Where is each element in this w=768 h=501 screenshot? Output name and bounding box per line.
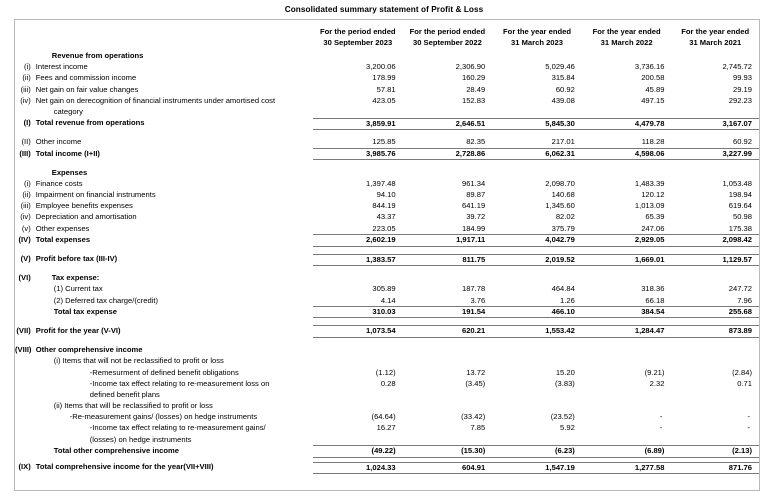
column-header-line2: 30 September 2022 xyxy=(413,38,482,47)
spacer-row xyxy=(15,246,759,254)
row-label: Revenue from operations xyxy=(51,51,144,60)
row-label: Finance costs xyxy=(35,178,83,188)
cell-value: 2.32 xyxy=(649,378,665,388)
cell-value xyxy=(671,390,759,401)
row-label: Total tax expense xyxy=(53,306,117,316)
row-label: -Income tax effect relating to re-measurement gains/ xyxy=(89,423,266,433)
row-number: (III) xyxy=(19,148,31,158)
row-number xyxy=(15,307,34,318)
cell-value: (3.83) xyxy=(554,378,575,388)
cell-value xyxy=(313,273,403,284)
cell-value: 2,646.51 xyxy=(403,118,493,129)
column-header-line2: 31 March 2021 xyxy=(689,38,742,47)
spacer-row xyxy=(15,265,759,273)
cell-value xyxy=(492,51,582,62)
row-number xyxy=(15,412,34,423)
cell-value xyxy=(403,168,493,179)
spacer-row xyxy=(15,318,759,326)
cell-value xyxy=(403,401,493,412)
cell-value: 1,277.58 xyxy=(582,462,672,473)
row-label: Total other comprehensive income xyxy=(53,445,179,455)
column-header-line2: 31 March 2022 xyxy=(600,38,653,47)
row-number xyxy=(15,423,34,434)
cell-value: 125.85 xyxy=(372,137,396,147)
cell-value: 2,745.72 xyxy=(722,62,752,72)
table-row xyxy=(15,379,759,390)
cell-value: 82.02 xyxy=(555,212,575,222)
row-number: (ii) xyxy=(22,73,31,83)
cell-value: - xyxy=(747,423,750,433)
cell-value: (49.22) xyxy=(313,446,403,457)
cell-value: 1,073.54 xyxy=(313,326,403,337)
cell-value xyxy=(403,107,493,118)
cell-value: (15.30) xyxy=(403,446,493,457)
cell-value xyxy=(671,356,759,367)
cell-value: 292.23 xyxy=(728,95,752,105)
profit-and-loss-table xyxy=(15,20,759,474)
cell-value: 15.20 xyxy=(555,367,575,377)
row-label: (2) Deferred tax charge/(credit) xyxy=(53,295,158,305)
cell-value xyxy=(313,390,403,401)
column-header-line1: For the year ended xyxy=(681,27,750,36)
cell-value: 2,306.90 xyxy=(455,62,486,72)
cell-value: 1,024.33 xyxy=(313,462,403,473)
row-number: (V) xyxy=(20,254,31,263)
table-row xyxy=(15,356,759,367)
cell-value: 315.84 xyxy=(551,73,575,83)
cell-value: - xyxy=(659,412,663,422)
cell-value: 7.96 xyxy=(737,295,752,305)
cell-value: 1,129.57 xyxy=(671,254,759,265)
cell-value: 247.06 xyxy=(641,223,665,233)
cell-value xyxy=(403,273,493,284)
cell-value xyxy=(582,390,672,401)
cell-value: 120.12 xyxy=(641,190,665,200)
row-label: Profit before tax (III-IV) xyxy=(35,254,118,263)
table-row xyxy=(15,273,759,284)
row-number xyxy=(15,168,34,179)
table-header xyxy=(15,20,759,51)
row-number xyxy=(15,107,34,118)
cell-value: 5.92 xyxy=(560,423,575,433)
spacer-cell xyxy=(15,160,759,168)
cell-value: (33.42) xyxy=(461,412,486,422)
cell-value: 3,985.76 xyxy=(313,149,403,160)
cell-value: 184.99 xyxy=(461,223,486,233)
cell-value: 1,483.39 xyxy=(634,178,665,188)
cell-value xyxy=(582,356,672,367)
table-body xyxy=(15,51,759,473)
row-number: (i) xyxy=(24,178,31,188)
row-number xyxy=(15,446,34,457)
row-number xyxy=(15,51,34,62)
row-label: -Remesurment of defined benefit obligations xyxy=(89,367,239,377)
cell-value: 217.01 xyxy=(551,137,575,147)
cell-value: 29.19 xyxy=(732,84,752,94)
table-row xyxy=(15,390,759,401)
cell-value xyxy=(313,51,403,62)
cell-value: 1,284.47 xyxy=(582,326,672,337)
cell-value: 4,042.79 xyxy=(492,235,582,246)
cell-value: 811.75 xyxy=(403,254,493,265)
row-number: (VI) xyxy=(18,273,31,283)
cell-value: 45.89 xyxy=(645,84,665,94)
cell-value xyxy=(582,273,672,284)
cell-value: (2.84) xyxy=(732,367,752,377)
spacer-row xyxy=(15,129,759,137)
row-number: (iv) xyxy=(20,95,31,105)
row-number: (iii) xyxy=(20,201,31,211)
column-header-2 xyxy=(492,20,582,51)
spacer-cell xyxy=(15,129,759,137)
cell-value: 60.92 xyxy=(555,84,575,94)
cell-value: 0.28 xyxy=(380,378,396,388)
cell-value xyxy=(492,273,582,284)
cell-value: 160.29 xyxy=(461,73,486,83)
row-label: Total revenue from operations xyxy=(35,118,145,128)
table-row xyxy=(15,62,759,73)
cell-value xyxy=(313,356,403,367)
row-label: Expenses xyxy=(51,167,88,177)
row-number: (v) xyxy=(21,223,31,233)
cell-value: 2,098.70 xyxy=(545,178,575,188)
column-header-line1: For the period ended xyxy=(320,27,396,36)
row-label: (1) Current tax xyxy=(53,284,103,294)
cell-value: 2,602.19 xyxy=(313,235,403,246)
cell-value: (6.89) xyxy=(582,446,672,457)
row-number: (IX) xyxy=(18,462,31,471)
cell-value: 3,859.91 xyxy=(313,118,403,129)
table-row xyxy=(15,179,759,190)
cell-value: 4.14 xyxy=(380,295,396,305)
column-header-line2: 31 March 2023 xyxy=(511,38,563,47)
row-number: (iii) xyxy=(20,84,31,94)
cell-value: 1,345.60 xyxy=(545,201,575,211)
table-row xyxy=(15,149,759,160)
cell-value xyxy=(671,345,759,356)
column-header-line2: 30 September 2023 xyxy=(323,38,393,47)
spacer-cell xyxy=(15,337,759,345)
cell-value: 3,736.16 xyxy=(634,62,665,72)
table-row xyxy=(15,118,759,129)
table-row xyxy=(15,368,759,379)
table-row xyxy=(15,296,759,307)
cell-value: 2,728.86 xyxy=(403,149,493,160)
row-number xyxy=(15,284,34,295)
cell-value: 1,383.57 xyxy=(313,254,403,265)
header-particulars-spacer xyxy=(34,20,313,51)
cell-value: 423.05 xyxy=(372,95,396,105)
cell-value: 175.38 xyxy=(728,223,752,233)
table-row xyxy=(15,85,759,96)
table-row xyxy=(15,462,759,473)
cell-value: 318.36 xyxy=(641,284,665,294)
row-label: -Income tax effect relating to re-measurement loss on xyxy=(89,378,270,388)
cell-value: 3,227.99 xyxy=(671,149,759,160)
cell-value xyxy=(492,345,582,356)
row-number xyxy=(15,356,34,367)
table-row xyxy=(15,284,759,295)
cell-value: 200.58 xyxy=(641,73,665,83)
cell-value xyxy=(313,435,403,446)
cell-value: 28.49 xyxy=(466,84,486,94)
cell-value: 961.34 xyxy=(461,178,486,188)
cell-value: (23.52) xyxy=(550,412,575,422)
cell-value: 0.71 xyxy=(737,378,752,388)
row-label: Depreciation and amortisation xyxy=(35,212,137,222)
cell-value: 223.05 xyxy=(372,223,396,233)
cell-value xyxy=(313,401,403,412)
spacer-cell xyxy=(15,318,759,326)
row-label: defined benefit plans xyxy=(89,389,160,399)
row-label: (ii) Items that will be reclassified to profit or loss xyxy=(53,401,213,411)
table-row xyxy=(15,345,759,356)
cell-value: 1,013.09 xyxy=(634,201,665,211)
cell-value xyxy=(671,168,759,179)
cell-value xyxy=(671,401,759,412)
cell-value: 13.72 xyxy=(466,367,486,377)
cell-value: 1,669.01 xyxy=(582,254,672,265)
row-number xyxy=(15,401,34,412)
cell-value: 1,053.48 xyxy=(722,178,752,188)
cell-value xyxy=(403,435,493,446)
cell-value xyxy=(403,390,493,401)
cell-value xyxy=(492,390,582,401)
cell-value: 844.19 xyxy=(372,201,396,211)
cell-value xyxy=(671,435,759,446)
cell-value: 641.19 xyxy=(461,201,486,211)
page-title: Consolidated summary statement of Profit & Loss xyxy=(284,5,484,14)
table-row xyxy=(15,307,759,318)
cell-value: (2.13) xyxy=(671,446,759,457)
table-row xyxy=(15,212,759,223)
cell-value: 60.92 xyxy=(732,137,752,147)
cell-value: 497.15 xyxy=(641,95,665,105)
column-header-1 xyxy=(403,20,493,51)
cell-value: 39.72 xyxy=(466,212,486,222)
cell-value: 178.99 xyxy=(372,73,396,83)
row-label: Employee benefits expenses xyxy=(35,201,133,211)
row-label: Other comprehensive income xyxy=(35,345,143,355)
row-number: (VII) xyxy=(16,325,31,335)
financial-statement-table xyxy=(14,19,760,491)
cell-value xyxy=(313,107,403,118)
row-label: Total expenses xyxy=(35,234,91,244)
cell-value: 50.98 xyxy=(732,212,752,222)
cell-value: 65.39 xyxy=(645,212,665,222)
table-row xyxy=(15,254,759,265)
cell-value: 619.64 xyxy=(728,201,752,211)
table-row xyxy=(15,73,759,84)
cell-value: 94.10 xyxy=(376,190,396,200)
row-number: (i) xyxy=(24,62,31,72)
cell-value: 620.21 xyxy=(403,326,493,337)
cell-value: 5,029.46 xyxy=(545,62,575,72)
row-label: Profit for the year (V-VI) xyxy=(35,325,121,335)
table-row xyxy=(15,107,759,118)
row-label: Net gain on fair value changes xyxy=(35,84,139,94)
column-header-line1: For the period ended xyxy=(409,27,486,36)
cell-value xyxy=(671,51,759,62)
column-header-3 xyxy=(582,20,672,51)
cell-value: 2,019.52 xyxy=(492,254,582,265)
cell-value xyxy=(492,356,582,367)
row-number xyxy=(15,368,34,379)
column-header-0 xyxy=(313,20,403,51)
cell-value: 1,397.48 xyxy=(366,178,396,188)
table-row xyxy=(15,412,759,423)
cell-value: 247.72 xyxy=(728,284,752,294)
cell-value: - xyxy=(747,412,750,422)
cell-value: 7.85 xyxy=(470,423,486,433)
row-label: Interest income xyxy=(35,62,88,72)
row-number: (IV) xyxy=(18,234,31,244)
cell-value: 118.28 xyxy=(641,137,665,147)
cell-value: 255.68 xyxy=(671,307,759,318)
cell-value: 3.76 xyxy=(470,295,486,305)
row-label: category xyxy=(53,106,83,116)
column-header-line1: For the year ended xyxy=(592,27,661,36)
row-number: (VIII) xyxy=(15,345,32,355)
cell-value xyxy=(313,168,403,179)
cell-value xyxy=(582,401,672,412)
cell-value: - xyxy=(659,423,663,433)
cell-value xyxy=(492,107,582,118)
cell-value: 152.83 xyxy=(461,95,486,105)
cell-value: 1,553.42 xyxy=(492,326,582,337)
spacer-row xyxy=(15,160,759,168)
row-label: Impairment on financial instruments xyxy=(35,190,156,200)
table-row xyxy=(15,224,759,235)
row-number: (iv) xyxy=(20,212,31,222)
row-label: (i) Items that will not be reclassified to profit or loss xyxy=(53,356,224,366)
cell-value: 1,547.19 xyxy=(492,462,582,473)
cell-value xyxy=(582,51,672,62)
cell-value: 375.79 xyxy=(551,223,575,233)
cell-value: 43.37 xyxy=(376,212,396,222)
cell-value xyxy=(492,401,582,412)
cell-value: 2,098.42 xyxy=(671,235,759,246)
cell-value: 6,062.31 xyxy=(492,149,582,160)
cell-value xyxy=(671,273,759,284)
cell-value: (9.21) xyxy=(644,367,665,377)
cell-value: 16.27 xyxy=(376,423,396,433)
cell-value: (64.64) xyxy=(371,412,396,422)
cell-value: 873.89 xyxy=(671,326,759,337)
cell-value: 4,479.78 xyxy=(582,118,672,129)
table-row xyxy=(15,326,759,337)
table-row xyxy=(15,446,759,457)
table-row xyxy=(15,190,759,201)
cell-value: 5,845.30 xyxy=(492,118,582,129)
column-header-4 xyxy=(671,20,759,51)
cell-value xyxy=(403,51,493,62)
column-header-line1: For the year ended xyxy=(503,27,571,36)
cell-value: 191.54 xyxy=(403,307,493,318)
cell-value: 3,200.06 xyxy=(366,62,396,72)
cell-value xyxy=(582,345,672,356)
cell-value xyxy=(403,356,493,367)
cell-value: 1.26 xyxy=(560,295,575,305)
row-number xyxy=(15,435,34,446)
table-row xyxy=(15,423,759,434)
cell-value: 1,917.11 xyxy=(403,235,493,246)
cell-value: 305.89 xyxy=(372,284,396,294)
table-row xyxy=(15,51,759,62)
row-label: Net gain on derecognition of financial instruments under amortised cost xyxy=(35,95,276,105)
row-number: (I) xyxy=(23,118,31,128)
cell-value: 187.78 xyxy=(461,284,486,294)
row-label: -Re-measurement gains/ (losses) on hedge instruments xyxy=(69,412,258,422)
row-label: Total income (I+II) xyxy=(35,148,100,158)
table-row xyxy=(15,201,759,212)
cell-value: 604.91 xyxy=(403,462,493,473)
spacer-cell xyxy=(15,265,759,273)
cell-value xyxy=(403,345,493,356)
cell-value: 439.08 xyxy=(551,95,575,105)
table-row xyxy=(15,168,759,179)
cell-value: 140.68 xyxy=(551,190,575,200)
cell-value: 3,167.07 xyxy=(671,118,759,129)
cell-value: 871.76 xyxy=(671,462,759,473)
row-label: (losses) on hedge instruments xyxy=(89,434,192,444)
cell-value xyxy=(313,345,403,356)
table-row xyxy=(15,401,759,412)
cell-value: 466.10 xyxy=(492,307,582,318)
row-number xyxy=(15,379,34,390)
cell-value: 82.35 xyxy=(466,137,486,147)
cell-value: 4,598.06 xyxy=(582,149,672,160)
row-number xyxy=(15,390,34,401)
row-label: Total comprehensive income for the year(VII+VIII) xyxy=(35,462,214,471)
spacer-row xyxy=(15,337,759,345)
table-row xyxy=(15,96,759,107)
cell-value: (6.23) xyxy=(492,446,582,457)
table-row xyxy=(15,235,759,246)
cell-value: 57.81 xyxy=(376,84,396,94)
row-label: Other income xyxy=(35,137,82,147)
cell-value xyxy=(492,435,582,446)
cell-value xyxy=(671,107,759,118)
header-rownum-spacer xyxy=(15,20,34,51)
table-header-row xyxy=(15,20,759,51)
cell-value: (3.45) xyxy=(465,378,486,388)
cell-value xyxy=(582,435,672,446)
row-number: (II) xyxy=(21,137,31,147)
table-row xyxy=(15,137,759,148)
cell-value: (1.12) xyxy=(375,367,396,377)
row-label: Fees and commission income xyxy=(35,73,137,83)
cell-value: 464.84 xyxy=(551,284,575,294)
table-row xyxy=(15,435,759,446)
cell-value xyxy=(582,107,672,118)
cell-value: 2,929.05 xyxy=(582,235,672,246)
cell-value xyxy=(492,168,582,179)
cell-value: 99.93 xyxy=(732,73,752,83)
row-label: Tax expense: xyxy=(51,273,100,283)
cell-value: 89.87 xyxy=(466,190,486,200)
cell-value: 310.03 xyxy=(313,307,403,318)
cell-value: 66.18 xyxy=(645,295,665,305)
row-label: Other expenses xyxy=(35,223,90,233)
cell-value: 384.54 xyxy=(582,307,672,318)
row-number: (ii) xyxy=(22,190,31,200)
cell-value: 198.94 xyxy=(728,190,752,200)
row-number xyxy=(15,296,34,307)
cell-value xyxy=(582,168,672,179)
spacer-cell xyxy=(15,246,759,254)
